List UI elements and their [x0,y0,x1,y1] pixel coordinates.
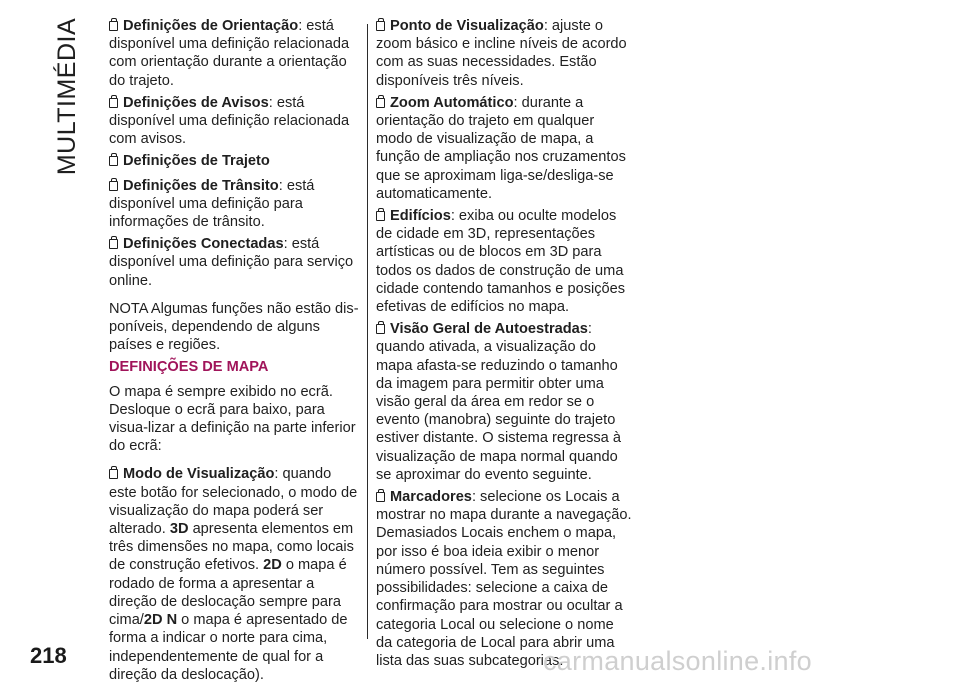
checkbox-bullet-icon [109,98,118,108]
item-auto-zoom [376,94,632,203]
item-orientation-settings [109,17,361,90]
left-column [109,17,361,688]
item-text: : quando este botão for selecionado, o modo de visualização do mapa poderá ser alterado. [109,466,358,538]
section-tab-label: MULTIMÉDIA [53,17,82,175]
item-term: Visão Geral de Autoestradas [390,321,588,338]
item-term: Modo de Visualização [123,466,275,483]
item-text: : exiba ou oculte modelos de cidade em 3D, representações artísticas ou de blocos em 3D para todos os dados de construção de uma cidade contendo tamanhos e posições efetivas de edifícios no mapa. [376,208,626,316]
page-number: 218 [30,643,67,668]
item-text: : está disponível uma definição relacionada com avisos. [109,94,350,148]
item-text: : durante a orientação do trajeto em qualquer modo de visualização de mapa, a função de ampliação nos cruzamentos que se aproximam liga-se/desliga-se automaticamente. [376,94,626,202]
note-paragraph: NOTA Algumas funções não estão dis-poníveis, dependendo de alguns países e regiões. [109,300,359,354]
item-highway-overview [376,320,632,484]
item-text: : está disponível uma definição para informações de trânsito. [109,177,315,231]
checkbox-bullet-icon [109,181,118,191]
item-view-point [376,17,632,90]
item-text: : quando ativada, a visualização do mapa afasta-se reduzindo o tamanho da imagem para permitir obter uma visão geral da área em redor se o evento (manobra) seguinte do trajeto estiver distante. O sistema regressa à visualização de mapa normal quando se aproximar do evento seguinte. [376,321,621,483]
item-traffic-settings [109,177,361,232]
mode-2d-label: 2D [263,557,282,574]
item-text: : está disponível uma definição para serviço online. [109,236,354,289]
checkbox-bullet-icon [376,98,385,108]
item-warning-settings [109,94,361,149]
intro-paragraph: O mapa é sempre exibido no ecrã. Desloque o ecrã para baixo, para visua-lizar a definição na parte inferior do ecrã: [109,383,356,455]
item-term: Edifícios [390,208,451,225]
column-divider [367,24,368,639]
item-text: : está disponível uma definição relacionada com orientação durante a orientação do trajeto. [109,18,350,89]
checkbox-bullet-icon [376,324,385,334]
section-tab [53,17,82,175]
item-term: Zoom Automático [390,94,514,111]
item-term: Definições de Trânsito [123,177,279,194]
item-term: Ponto de Visualização [390,18,544,34]
item-text: o mapa é apresentado de forma a indicar o norte para cima, independentemente de qual for a direção da deslocação). [109,612,348,683]
item-text: : ajuste o zoom básico e incline níveis de acordo com as suas necessidades. Estão disponíveis três níveis. [376,18,627,89]
item-term: Marcadores [390,489,472,506]
item-term: Definições Conectadas [123,236,284,253]
item-text: apresenta elementos em três dimensões no mapa, como locais de construção efetivos. [109,521,354,574]
item-term: Definições de Avisos [123,94,269,111]
checkbox-bullet-icon [376,492,385,502]
item-buildings [376,207,632,316]
right-column [376,17,632,674]
item-view-mode [109,465,361,683]
mode-3d-label: 3D [169,521,189,538]
checkbox-bullet-icon [376,21,385,31]
mode-2dn-label: 2D N [143,612,178,629]
checkbox-bullet-icon [109,21,118,31]
item-route-settings [109,152,361,170]
item-markers [376,488,632,670]
item-connected-settings [109,235,361,290]
item-term: Definições de Orientação [123,18,299,34]
item-term: Definições de Trajeto [123,153,270,170]
checkbox-bullet-icon [109,469,118,479]
item-text: o mapa é rodado de forma a apresentar a direção de deslocação sempre para cima/ [109,557,347,629]
section-heading: DEFINIÇÕES DE MAPA [109,359,269,376]
checkbox-bullet-icon [109,156,118,166]
checkbox-bullet-icon [109,239,118,249]
checkbox-bullet-icon [376,211,385,221]
item-text: : selecione os Locais a mostrar no mapa durante a navegação. Demasiados Locais enchem o mapa, por isso é boa ideia exibir o menor número possível. Tem as seguintes possibilidades: selecione a caixa de confirmação para mostrar ou ocultar a categoria Local ou selecione o nome da categoria de Local para abrir uma lista das suas subcategorias. [376,489,632,669]
watermark: carmanualsonline.info [543,646,812,676]
